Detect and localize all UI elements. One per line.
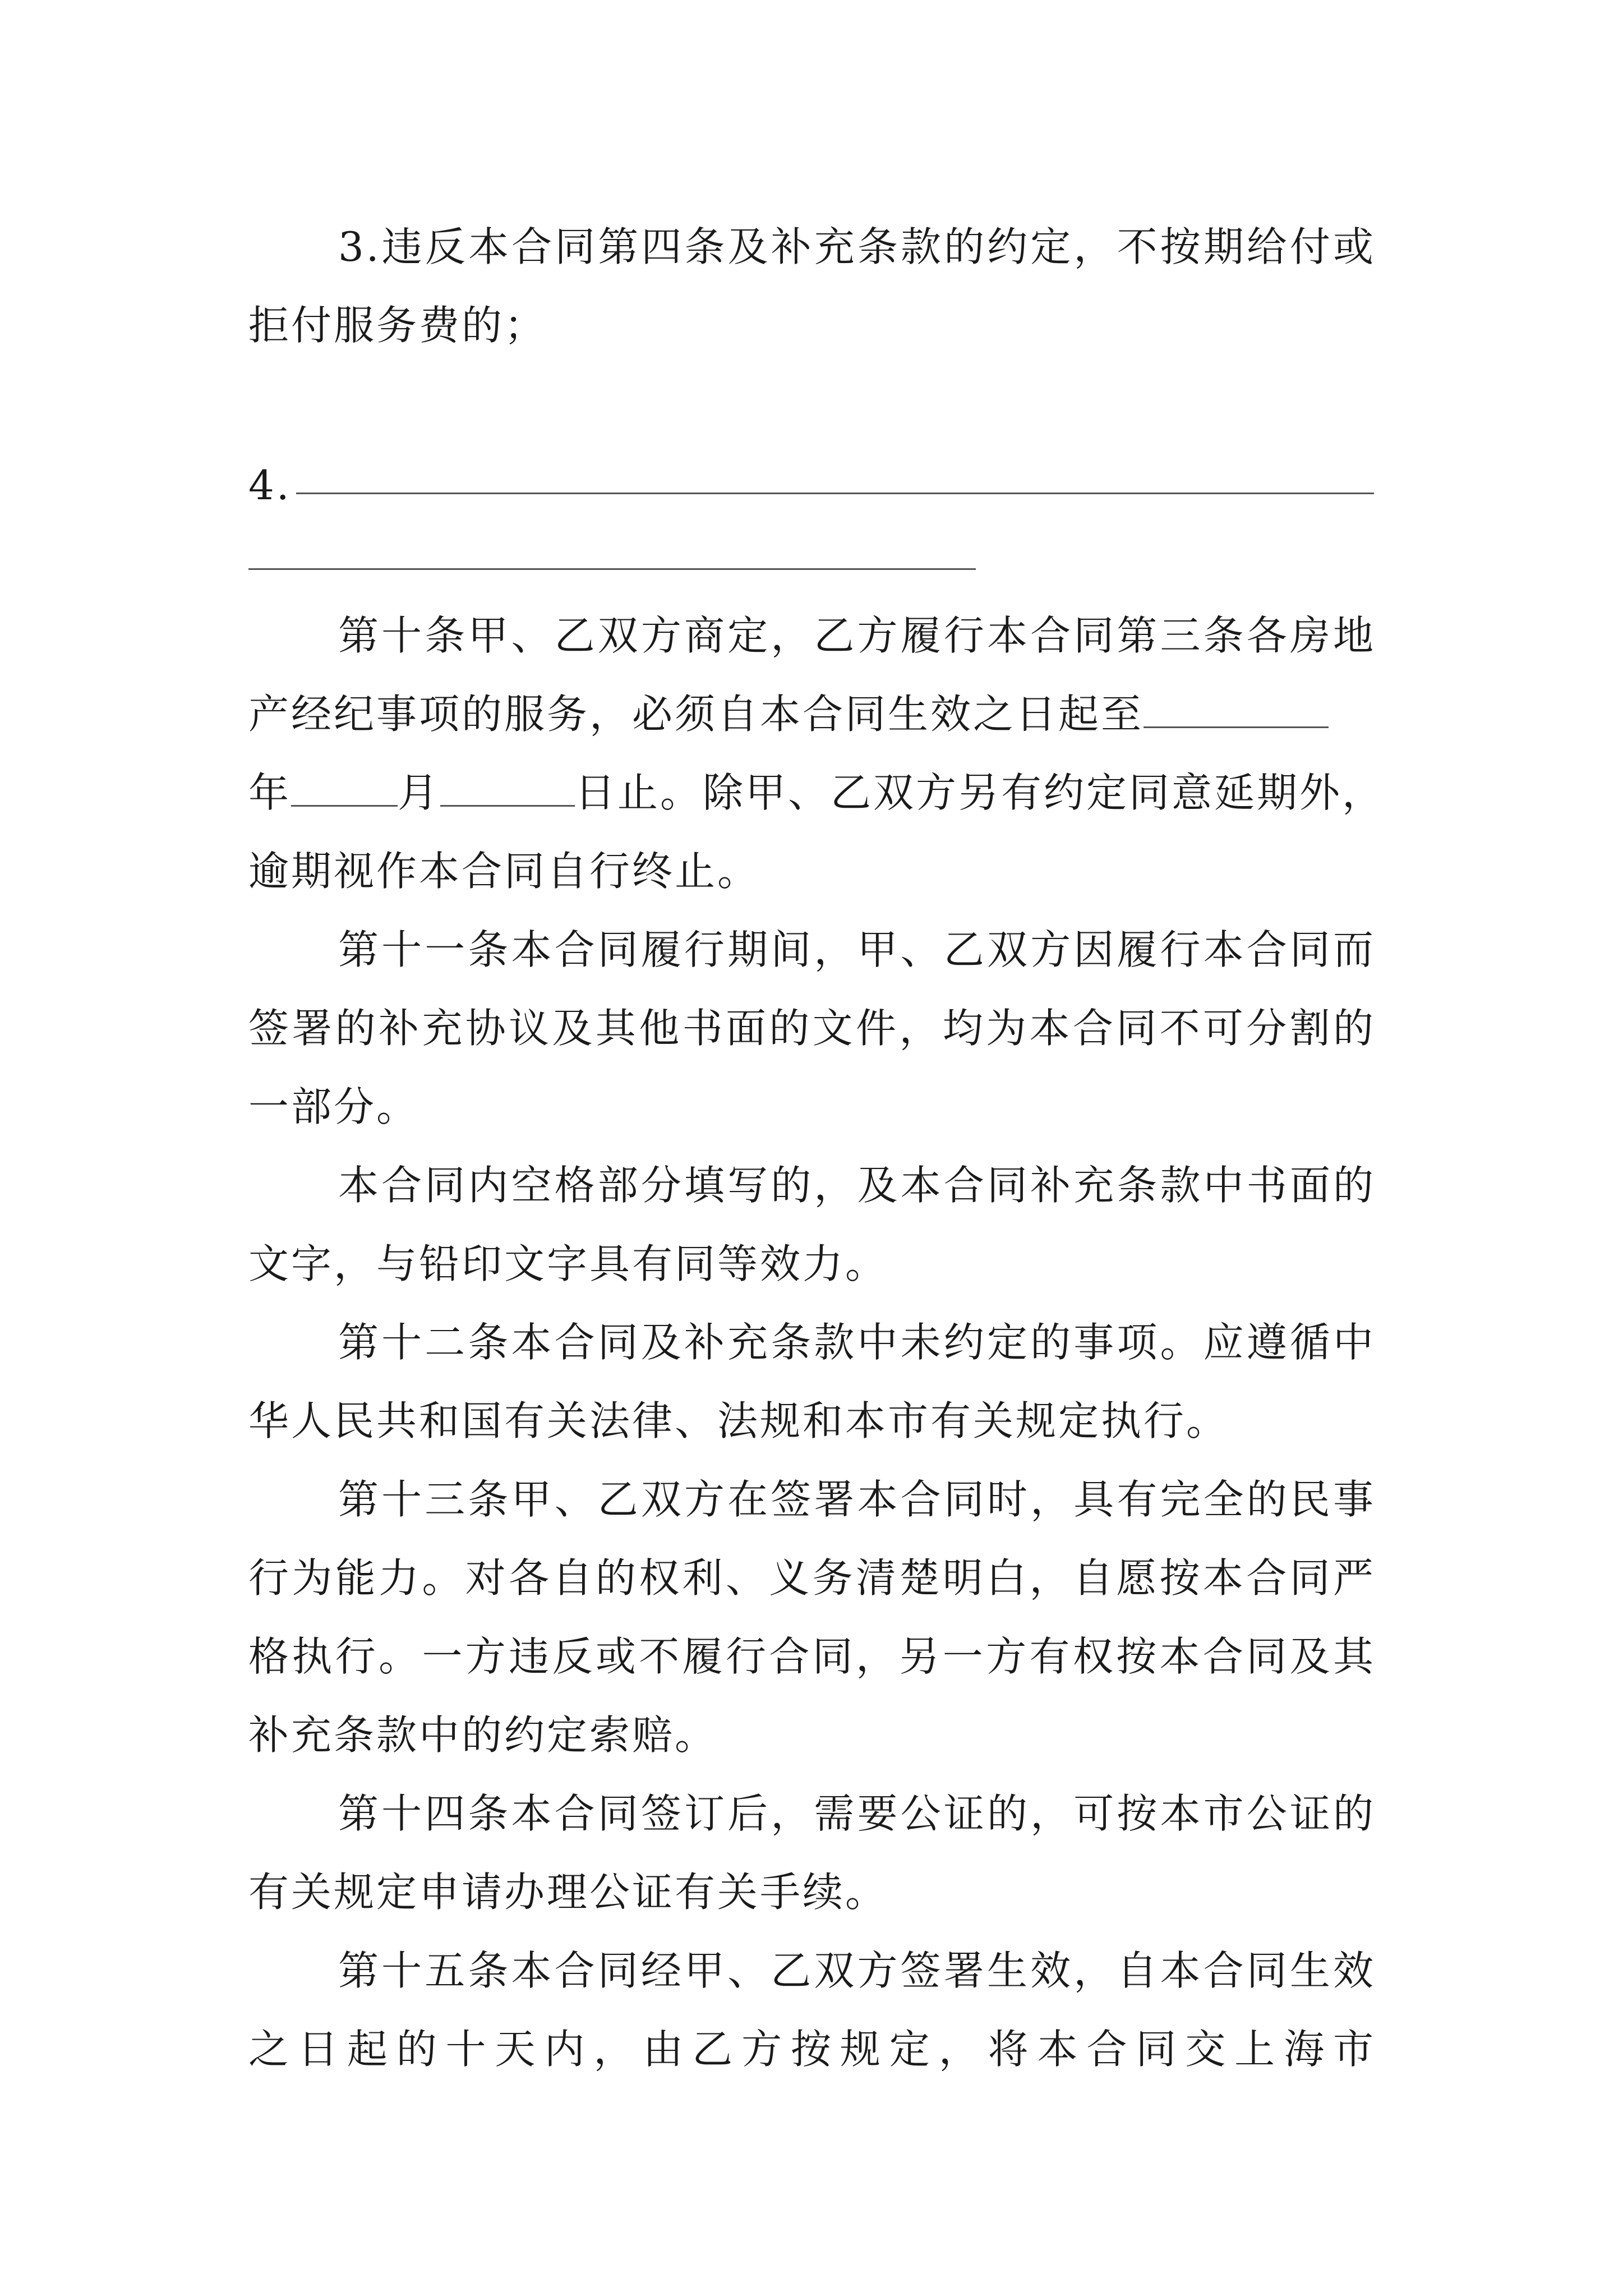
article-10-line-1: 第十条甲、乙双方商定，乙方履行本合同第三条各房地 [338,612,1376,659]
day-blank [440,770,575,807]
article-14-line-2: 有关规定申请办理公证有关手续。 [248,1869,888,1916]
year-blank [1144,692,1329,728]
paragraph-line-2: 文字，与铅印文字具有同等效力。 [248,1240,888,1287]
article-10-line-2 [248,678,1376,751]
article-12-line-2: 华人民共和国有关法律、法规和本市有关规定执行。 [248,1397,1229,1444]
item-4-number: 4. [248,462,292,509]
item-3-line-2: 拒付服务费的； [248,302,547,349]
article-11-line-2: 签署的补充协议及其他书面的文件，均为本合同不可分割的 [248,1005,1376,1052]
item-4-blank-line-1 [296,493,1374,494]
article-10-line-4: 逾期视作本合同自行终止。 [248,848,760,895]
article-10-line-3-text: 日止。除甲、乙双方另有约定同意延期外， [575,769,1385,816]
article-13-line-1: 第十三条甲、乙双方在签署本合同时，具有完全的民事 [338,1476,1376,1523]
article-13-line-2: 行为能力。对各自的权利、义务清楚明白，自愿按本合同严 [248,1554,1376,1602]
article-10-line-3 [248,756,1385,829]
item-4-blank-line-2 [248,568,976,570]
article-14-line-1: 第十四条本合同签订后，需要公证的，可按本市公证的 [338,1790,1376,1837]
article-15-line-2: 之日起的十天内，由乙方按规定，将本合同交上海市 [248,2026,1376,2073]
article-13-line-4: 补充条款中的约定索赔。 [248,1711,718,1759]
article-12-line-1: 第十二条本合同及补充条款中未约定的事项。应遵循中 [338,1319,1376,1366]
month-label: 月 [398,769,441,816]
year-label: 年 [248,769,292,816]
article-11-line-1: 第十一条本合同履行期间，甲、乙双方因履行本合同而 [338,926,1376,973]
article-15-line-1: 第十五条本合同经甲、乙双方签署生效，自本合同生效 [338,1947,1376,1994]
month-blank [291,770,398,807]
item-3-line-1: 3.违反本合同第四条及补充条款的约定，不按期给付或 [338,223,1376,270]
article-11-line-3: 一部分。 [248,1083,419,1130]
paragraph-line-1: 本合同内空格部分填写的，及本合同补充条款中书面的 [338,1162,1376,1209]
article-13-line-3: 格执行。一方违反或不履行合同，另一方有权按本合同及其 [248,1633,1376,1680]
article-10-line-2-text: 产经纪事项的服务，必须自本合同生效之日起至 [248,691,1144,738]
